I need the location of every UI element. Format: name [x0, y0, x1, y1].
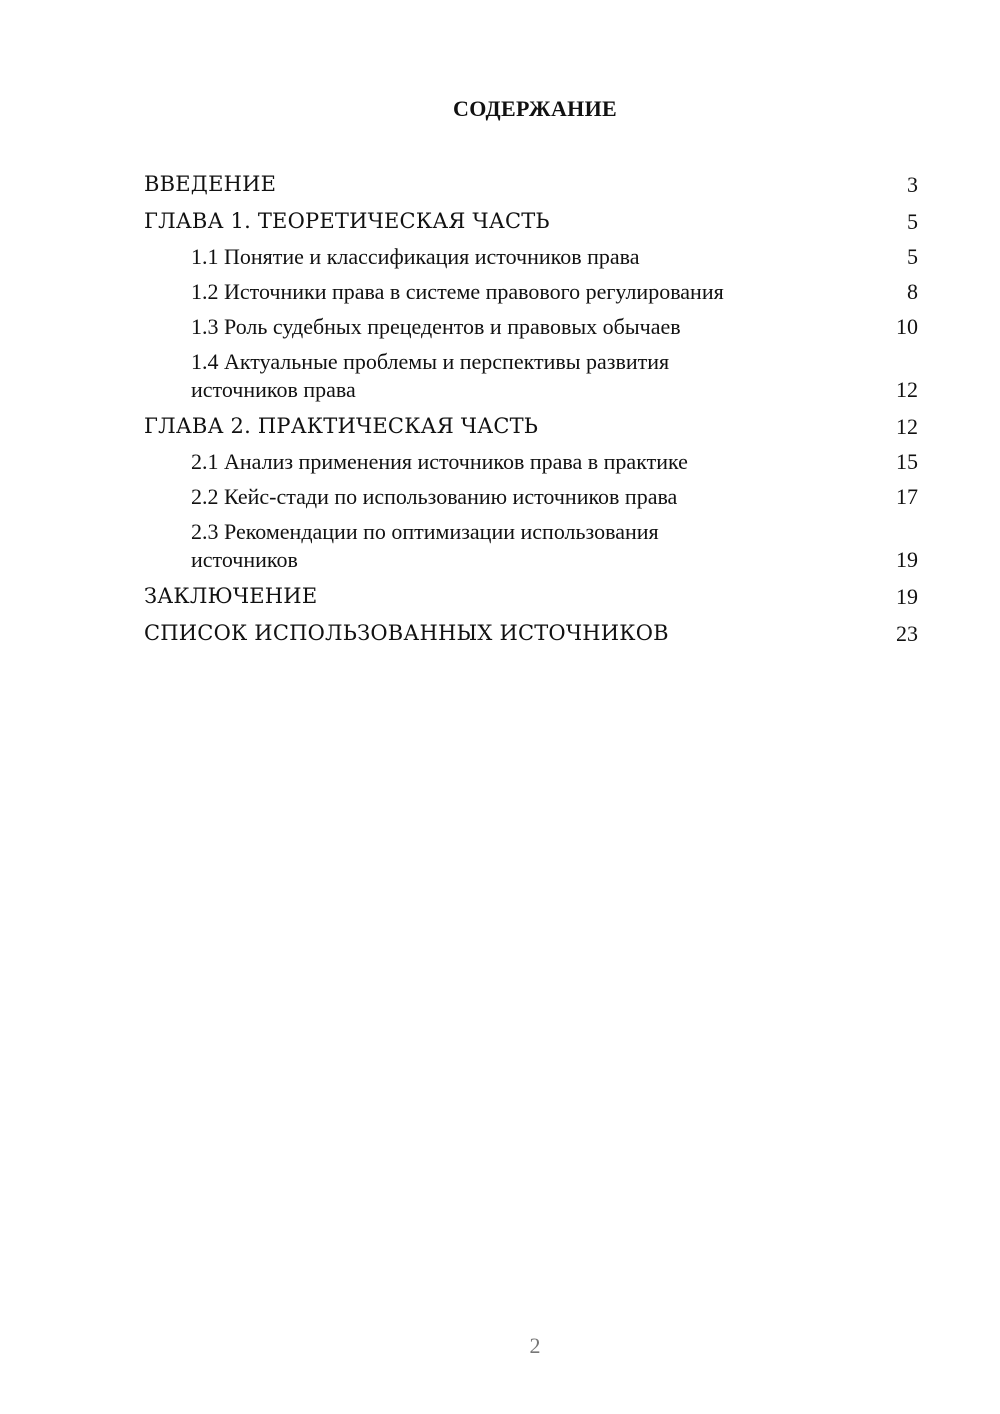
toc-entry-text: 1.4 Актуальные проблемы и перспективы развития источников права [191, 349, 670, 402]
toc-entry-page: 19 [896, 584, 918, 609]
toc-entry-text: 1.2 Источники права в системе правового регулирования [191, 279, 724, 304]
toc-entry-text: 2.1 Анализ применения источников права в практике [191, 449, 688, 474]
toc-entry-page: 23 [896, 621, 918, 646]
toc-entry-chapter-2[interactable] [144, 411, 918, 441]
toc-entry-text: 1.3 Роль судебных прецедентов и правовых обычаев [191, 314, 681, 339]
toc-entry-page: 12 [896, 377, 918, 402]
toc-entry-section-1-4[interactable] [144, 348, 918, 404]
toc-entry-text: ВВЕДЕНИЕ [144, 172, 277, 196]
toc-entry-references[interactable] [144, 618, 918, 648]
toc-entry-page: 10 [896, 314, 918, 339]
toc-entry-page: 3 [907, 172, 918, 197]
toc-entry-conclusion[interactable] [144, 581, 918, 611]
toc-entry-page: 19 [896, 547, 918, 572]
toc-entry-text: ЗАКЛЮЧЕНИЕ [144, 584, 318, 608]
toc-entry-introduction[interactable] [144, 169, 918, 199]
toc-entry-page: 12 [896, 414, 918, 439]
toc-entry-section-2-1[interactable] [144, 448, 918, 476]
toc-entry-text: ГЛАВА 2. ПРАКТИЧЕСКАЯ ЧАСТЬ [144, 414, 539, 438]
toc-entry-text: 2.2 Кейс-стади по использованию источников права [191, 484, 678, 509]
toc-entry-section-1-1[interactable] [144, 243, 918, 271]
toc-entry-page: 17 [896, 484, 918, 509]
toc-entry-section-1-2[interactable] [144, 278, 918, 306]
toc-entry-text: 1.1 Понятие и классификация источников права [191, 244, 640, 269]
toc-entry-page: 8 [907, 279, 918, 304]
toc-entry-section-2-2[interactable] [144, 483, 918, 511]
toc-entry-section-2-3[interactable] [144, 518, 918, 574]
page-number: 2 [529, 1333, 541, 1358]
toc-entry-chapter-1[interactable] [144, 206, 918, 236]
table-of-contents [144, 169, 918, 655]
toc-entry-text: СПИСОК ИСПОЛЬЗОВАННЫХ ИСТОЧНИКОВ [144, 621, 669, 645]
toc-entry-text: ГЛАВА 1. ТЕОРЕТИЧЕСКАЯ ЧАСТЬ [144, 209, 550, 233]
toc-entry-section-1-3[interactable] [144, 313, 918, 341]
toc-entry-text: 2.3 Рекомендации по оптимизации использования источников [191, 519, 659, 572]
toc-entry-page: 15 [896, 449, 918, 474]
toc-entry-page: 5 [907, 209, 918, 234]
toc-entry-page: 5 [907, 244, 918, 269]
toc-title: СОДЕРЖАНИЕ [453, 96, 617, 121]
